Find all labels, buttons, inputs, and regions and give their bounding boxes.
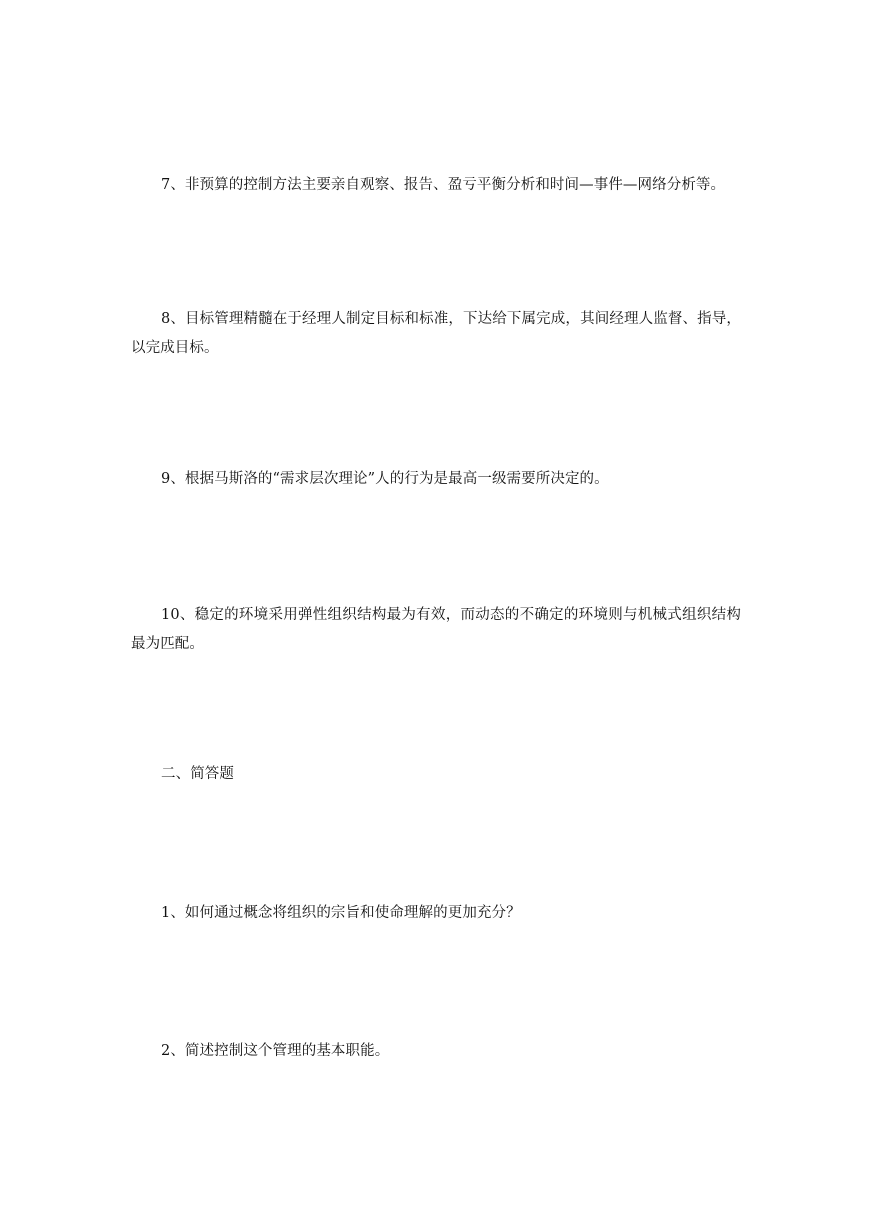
statement-7: 7、非预算的控制方法主要亲自观察、报告、盈亏平衡分析和时间—事件—网络分析等。 xyxy=(161,177,726,193)
statement-10: 10、稳定的环境采用弹性组织结构最为有效，而动态的不确定的环境则与机械式组织结构最为匹配。 xyxy=(131,607,741,652)
statement-8: 8、目标管理精髓在于经理人制定目标和标准，下达给下属完成，其间经理人监督、指导，以完成目标。 xyxy=(131,311,741,356)
question-1: 1、如何通过概念将组织的宗旨和使命理解的更加充分？ xyxy=(161,905,521,921)
statement-9: 9、根据马斯洛的“需求层次理论”人的行为是最高一级需要所决定的。 xyxy=(161,471,609,487)
question-2: 2、简述控制这个管理的基本职能。 xyxy=(161,1043,390,1059)
section-heading: 二、简答题 xyxy=(161,766,234,782)
